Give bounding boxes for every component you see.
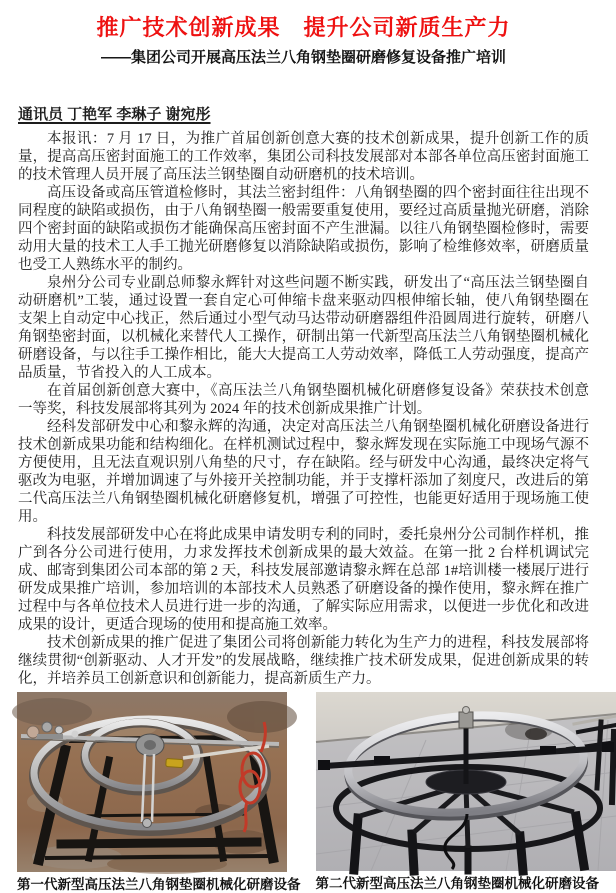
photo-caption-gen1: 第一代新型高压法兰八角钢垫圈机械化研磨设备 (17, 877, 301, 892)
page-subtitle: ——集团公司开展高压法兰八角钢垫圈研磨修复设备推广培训 (100, 49, 506, 66)
paragraph-4: 在首届创新创意大赛中，《高压法兰八角钢垫圈机械化研磨修复设备》荣获技术创意一等奖，科技发展部将其列为 2024 年的技术创新成果推广计划。 (18, 383, 589, 417)
paragraph-2: 高压设备或高压管道检修时，其法兰密封组件：八角钢垫圈的四个密封面往往出现不同程度的缺陷或损伤，由于八角钢垫圈一般需要重复使用，要经过高质量抛光研磨，消除四个密封面的缺陷或损伤才能确保高压密封面不产生泄漏。以往八角钢垫圈检修时，需要动用大量的技术工人手工抛光研磨修复以消除缺陷或损伤，影响了检维修效率，研磨质量也受工人熟练水平的制约。 (18, 185, 589, 273)
photo-row (17, 692, 599, 893)
paragraph-5: 经科发部研发中心和黎永辉的沟通，决定对高压法兰八角钢垫圈机械化研磨设备进行技术创新成果功能和结构细化。在样机测试过程中，黎永辉发现在实际施工中现场气源不方便使用，且无法直观识别八角垫的尺寸，存在缺陷。经与研发中心沟通，最终决定将气驱改为电驱，并增加调速了与外接开关控制功能，并于支撑杆添加了刻度尺，改进后的第二代高压法兰八角钢垫圈机械化研磨修复机，增强了可控性，也能更好适用于现场施工使用。 (18, 419, 589, 525)
gen1-hub-center (144, 740, 156, 750)
photo-caption-gen2: 第二代新型高压法兰八角钢垫圈机械化研磨设备 (315, 876, 599, 891)
photo-figure-gen2 (316, 692, 616, 892)
paragraph-3: 泉州分公司专业副总师黎永辉针对这些问题不断实践，研发出了“高压法兰钢垫圈自动研磨机”工装，通过设置一套自定心可伸缩卡盘来驱动四根伸缩长轴，使八角钢垫圈在支架上自动定中心找正，然后通过小型气动马达带动研磨器组件沿圆周进行旋转，研磨八角钢垫密封面，以机械化来替代人工操作，研制出第一代新型高压法兰八角钢垫圈机械化研磨设备，与以往手工操作相比，能大大提高工人劳动效率，降低工人劳动强度，提高产品质量，节省投入的人工成本。 (18, 275, 589, 381)
article-body (18, 130, 589, 688)
gen2-motor (459, 712, 473, 728)
photo-figure-gen1 (17, 692, 301, 893)
paragraph-7: 技术创新成果的推广促进了集团公司将创新能力转化为生产力的进程，科技发展部将继续贯彻“创新驱动、人才开发”的发展战略，继续推广技术研发成果，促进创新成果的转化，并培养员工创新意识和创新能力，提高新质生产力。 (18, 635, 589, 687)
byline-text: 通讯员 丁艳军 李琳子 谢宛彤 (18, 106, 211, 123)
gen1-column-fitting (143, 819, 152, 828)
paragraph-6: 科技发展部研发中心在将此成果申请发明专利的同时，委托泉州分公司制作样机，推广到各分公司进行使用，力求发挥技术创新成果的最大效益。在第一批 2 台样机调试完成、邮寄到集团公司本部的第 2 天，科技发展部邀请黎永辉在总部 1#培训楼一楼展厅进行研发成果推广培训，参加培训的本部技术人员熟悉了研磨设备的操作使用，黎永辉在推广过程中与各单位技术人员进行进一步的沟通，了解实际应用需求，以便进一步优化和改进成果的设计，更适合现场的使用和提高施工效率。 (18, 527, 589, 633)
gen1-yellow-part (166, 758, 184, 767)
gen2-motor-shaft (462, 707, 469, 714)
page-title: 推广技术创新成果 提升公司新质生产力 (96, 15, 511, 40)
paragraph-1: 本报讯：7 月 17 日，为推广首届创新创意大赛的技术创新成果，提升创新工作的质量，提高高压密封面施工的工作效率，集团公司科技发展部对本部各单位高压密封面施工的技术管理人员开展了高压法兰钢垫圈自动研磨机的技术培训。 (18, 131, 589, 183)
byline (18, 105, 589, 125)
photo-gen2-device (316, 692, 616, 871)
photo-gen1-device (17, 692, 287, 872)
